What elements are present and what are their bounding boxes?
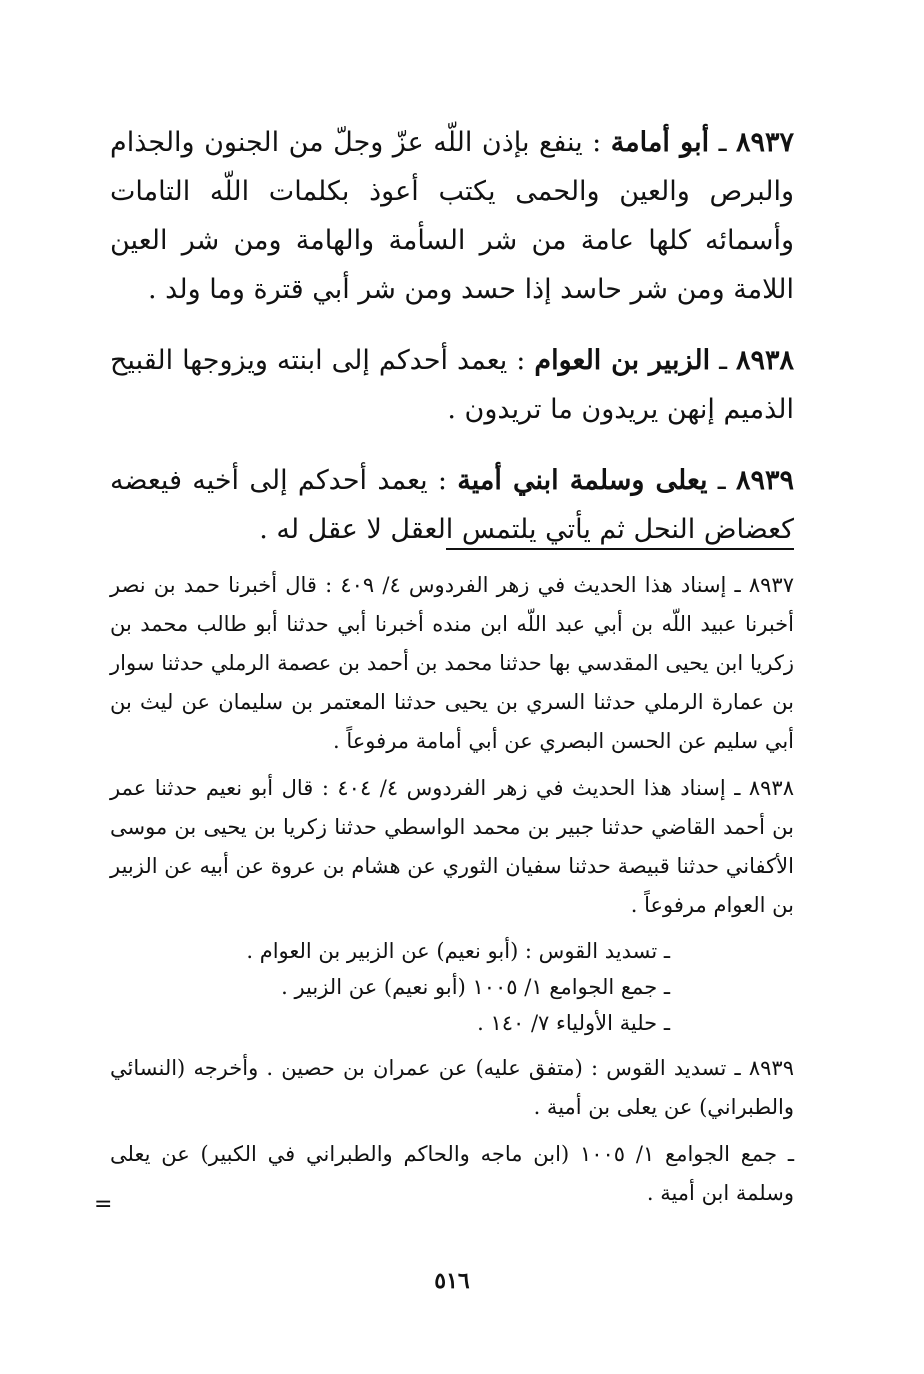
footnote-8939-reference: ـ جمع الجوامع ١/ ١٠٠٥ (ابن ماجه والحاكم والطبراني في الكبير) عن يعلى وسلمة ابن أمية . bbox=[110, 1142, 795, 1205]
entry-number: ٨٩٣٨ bbox=[735, 345, 794, 376]
footnote-divider bbox=[446, 548, 794, 550]
hadith-entry-8937: ٨٩٣٧ ـ أبو أمامة : ينفع بإذن اللّه عزّ وجلّ من الجنون والجذام والبرص والعين والحمى يكتب أعوذ بكلمات اللّه التامات وأسمائه كلها عامة من شر السأمة والهامة ومن شر العين اللامة ومن شر حاسد إذا حسد ومن شر أبي قترة وما ولد . bbox=[110, 127, 794, 305]
entry-narrator: أبو أمامة bbox=[610, 127, 710, 158]
entry-text: : يعمد أحدكم إلى أخيه فيعضه كعضاض النحل ثم يأتي يلتمس العقل لا عقل له . bbox=[110, 465, 794, 545]
entry-number: ٨٩٣٩ bbox=[735, 465, 794, 496]
entry-narrator: الزبير بن العوام bbox=[534, 345, 711, 376]
book-page bbox=[110, 118, 794, 1348]
footnote-8938-references bbox=[110, 933, 794, 1041]
main-text bbox=[110, 118, 794, 554]
footnotes bbox=[110, 566, 794, 1221]
footnote-8939: ٨٩٣٩ ـ تسديد القوس : (متفق عليه) عن عمران بن حصين . وأخرجه (النسائي والطبراني) عن يعلى بن أمية . bbox=[110, 1056, 794, 1119]
footnote-8937: ٨٩٣٧ ـ إسناد هذا الحديث في زهر الفردوس ٤/ ٤٠٩ : قال أخبرنا حمد بن نصر أخبرنا عبيد اللّه بن أبي عبد اللّه ابن منده أخبرنا أبي حدثنا أبو طالب محمد بن زكريا ابن يحيى المقدسي بها حدثنا محمد بن أحمد بن عصمة الرملي حدثنا سوار بن عمارة الرملي حدثنا السري بن يحيى حدثنا المعتمر بن سليمان عن ليث بن أبي سليم عن الحسن البصري عن أبي أمامة مرفوعاً . bbox=[110, 573, 794, 753]
hadith-entry-8939: ٨٩٣٩ ـ يعلى وسلمة ابني أمية : يعمد أحدكم إلى أخيه فيعضه كعضاض النحل ثم يأتي يلتمس العقل لا عقل له . bbox=[110, 465, 794, 545]
footnote-8938: ٨٩٣٨ ـ إسناد هذا الحديث في زهر الفردوس ٤/ ٤٠٤ : قال أبو نعيم حدثنا عمر بن أحمد القاضي حدثنا جبير بن محمد الواسطي حدثنا زكريا بن يحيى بن موسى الأكفاني حدثنا قبيصة حدثنا سفيان الثوري عن هشام بن عروة عن أبيه عن الزبير بن العوام مرفوعاً . bbox=[110, 776, 794, 917]
page-number: ٥١٦ bbox=[434, 1268, 470, 1294]
continuation-mark: = bbox=[94, 1192, 113, 1217]
entry-text: : ينفع بإذن اللّه عزّ وجلّ من الجنون والجذام والبرص والعين والحمى يكتب أعوذ بكلمات اللّه التامات وأسمائه كلها عامة من شر السأمة والهامة ومن شر العين اللامة ومن شر حاسد إذا حسد ومن شر أبي قترة وما ولد . bbox=[110, 127, 794, 305]
entry-text: : يعمد أحدكم إلى ابنته ويزوجها القبيح الذميم إنهن يريدون ما تريدون . bbox=[110, 345, 794, 425]
reference-line: ـ تسديد القوس : (أبو نعيم) عن الزبير بن العوام . bbox=[246, 939, 670, 963]
hadith-entry-8938: ٨٩٣٨ ـ الزبير بن العوام : يعمد أحدكم إلى ابنته ويزوجها القبيح الذميم إنهن يريدون ما تريدون . bbox=[110, 345, 794, 425]
entry-number: ٨٩٣٧ bbox=[735, 127, 794, 158]
entry-narrator: يعلى وسلمة ابني أمية bbox=[457, 465, 708, 496]
reference-line: ـ جمع الجوامع ١/ ١٠٠٥ (أبو نعيم) عن الزبير . bbox=[281, 975, 670, 999]
reference-line: ـ حلية الأولياء ٧/ ١٤٠ . bbox=[477, 1011, 670, 1035]
